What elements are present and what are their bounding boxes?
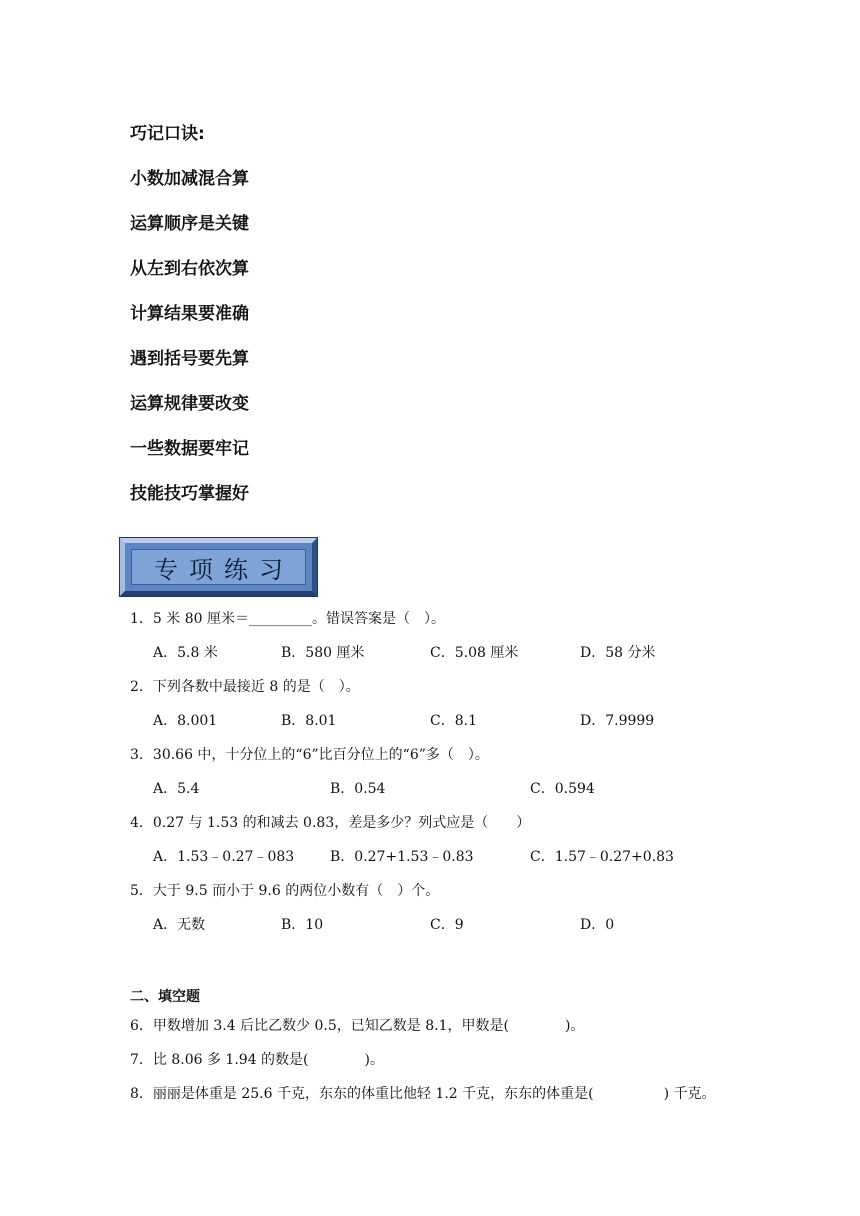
section-banner [120,538,317,596]
question-1: 1．5 米 80 厘米＝_________。错误答案是（ ）。 [130,611,445,627]
rhyme-line: 小数加减混合算 [130,169,249,189]
question-7: 7．比 8.06 多 1.94 的数是( )。 [130,1052,384,1068]
question-8: 8．丽丽是体重是 25.6 千克，东东的体重比他轻 1.2 千克，东东的体重是( ) 千克。 [130,1086,716,1102]
rhyme-title: 巧记口诀: [130,124,205,144]
rhyme-line: 一些数据要牢记 [130,439,249,459]
option-b: B．8.01 [281,713,337,729]
option-c: C．1.57﹣0.27+0.83 [530,849,674,865]
rhyme-line: 计算结果要准确 [130,304,249,324]
option-a: A．5.4 [153,781,200,797]
option-b: B．0.27+1.53﹣0.83 [330,849,474,865]
option-b: B．0.54 [330,781,386,797]
rhyme-line: 技能技巧掌握好 [130,484,249,504]
rhyme-line: 运算顺序是关键 [130,214,249,234]
option-c: C．8.1 [430,713,477,729]
rhyme-line: 运算规律要改变 [130,394,249,414]
option-a: A．8.001 [153,713,218,729]
option-d: D．58 分米 [580,645,656,661]
option-a: A．无数 [153,917,206,933]
option-c: C．5.08 厘米 [430,645,519,661]
option-a: A．1.53﹣0.27﹣083 [153,849,295,865]
option-b: B．10 [281,917,324,933]
option-c: C．9 [430,917,464,933]
section-banner-title: 专项练习 [154,555,294,584]
option-d: D．0 [580,917,615,933]
question-6: 6．甲数增加 3.4 后比乙数少 0.5，已知乙数是 8.1，甲数是( )。 [130,1018,585,1034]
question-5: 5．大于 9.5 而小于 9.6 的两位小数有（ ）个。 [130,883,440,899]
section-heading: 二、填空题 [130,989,200,1005]
rhyme-line: 从左到右依次算 [130,259,249,279]
option-b: B．580 厘米 [281,645,365,661]
option-d: D．7.9999 [580,713,655,729]
question-2: 2．下列各数中最接近 8 的是（ ）。 [130,679,360,695]
question-4: 4．0.27 与 1.53 的和减去 0.83，差是多少？列式应是（ ） [130,815,531,831]
section-banner-panel [131,549,306,585]
question-3: 3．30.66 中，十分位上的“6”比百分位上的“6”多（ ）。 [130,747,489,763]
option-c: C．0.594 [530,781,595,797]
option-a: A．5.8 米 [153,645,218,661]
rhyme-line: 遇到括号要先算 [130,349,249,369]
